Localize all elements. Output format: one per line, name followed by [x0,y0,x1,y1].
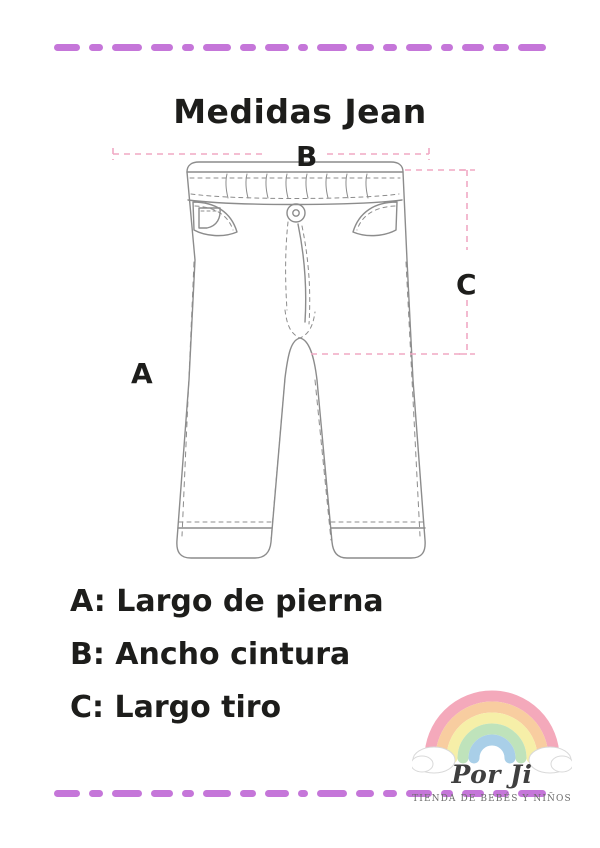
dash-mark [383,790,397,797]
brand-name: Por Ji [451,760,533,789]
dash-mark [151,790,173,797]
dash-mark [182,44,194,51]
dash-mark [356,44,374,51]
dash-mark [240,790,256,797]
dash-mark [112,44,142,51]
dash-mark [54,790,80,797]
dash-mark [151,44,173,51]
dash-mark [265,790,289,797]
jeans-diagram [95,140,515,570]
brand-logo [412,676,572,816]
dash-mark [182,790,194,797]
dash-mark [383,44,397,51]
dash-mark [112,790,142,797]
dash-mark [493,44,509,51]
dash-mark [54,44,80,51]
dashed-decor-top [0,34,600,60]
dash-mark [317,44,347,51]
dash-mark [298,44,308,51]
dash-mark [265,44,289,51]
measure-label-b: B [296,140,318,173]
dash-mark [406,44,432,51]
dash-mark [89,790,103,797]
dash-mark [441,44,453,51]
dash-mark [518,44,546,51]
legend-item-c: C: Largo tiro [70,690,282,725]
legend-item-a: A: Largo de pierna [70,584,384,619]
brand-tagline: TIENDA DE BEBÉS Y NIÑOS [412,794,572,804]
dash-mark [356,790,374,797]
measure-label-a: A [131,357,153,390]
measure-label-c: C [456,268,477,301]
page-title: Medidas Jean [173,92,427,131]
dash-mark [298,790,308,797]
dash-mark [462,44,484,51]
dash-mark [203,44,231,51]
dash-mark [240,44,256,51]
dash-mark [89,44,103,51]
dash-mark [203,790,231,797]
dash-mark [317,790,347,797]
legend-item-b: B: Ancho cintura [70,637,351,672]
